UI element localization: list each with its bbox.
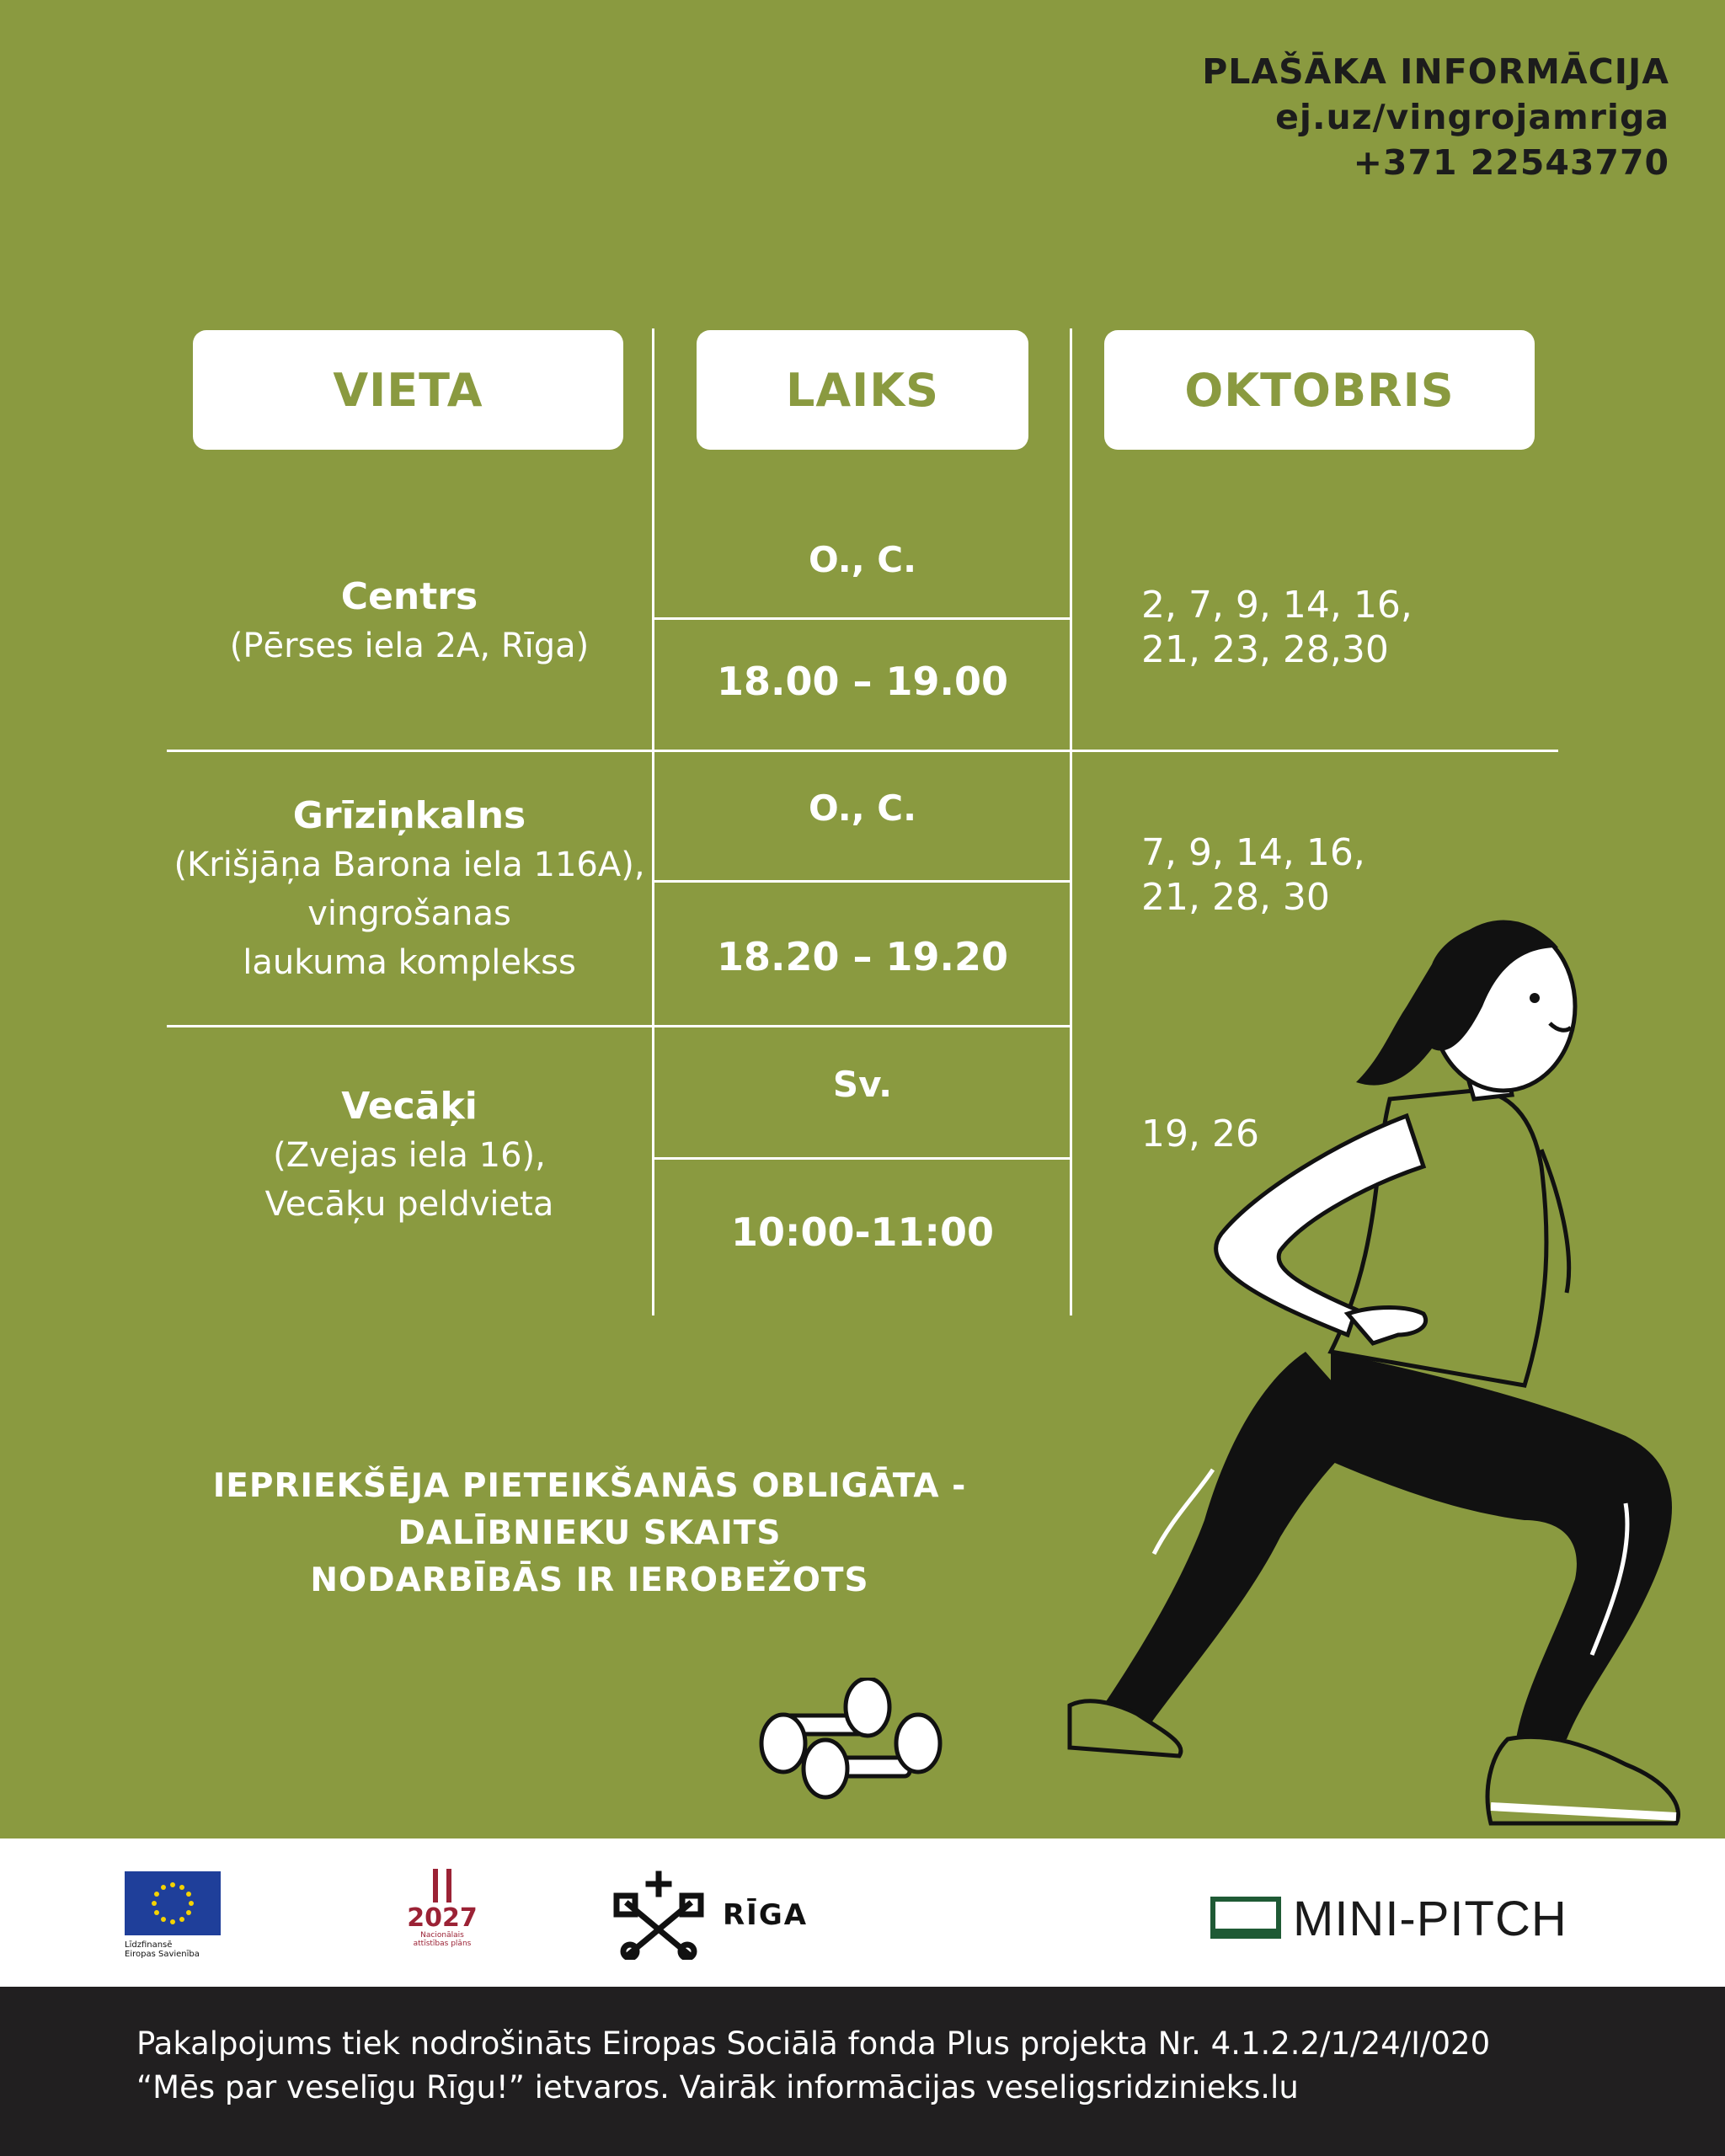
footer-line1: Pakalpojums tiek nodrošināts Eiropas Sociālā fonda Plus projekta Nr. 4.1.2.2/1/24/I/020 — [136, 2025, 1491, 2062]
dates-line: 19, 26 — [1141, 1113, 1259, 1155]
dates-line: 2, 7, 9, 14, 16, — [1141, 584, 1413, 627]
header-time: LAIKS — [697, 330, 1028, 450]
riga-logo — [613, 1870, 808, 1960]
dates-line: 21, 28, 30 — [1141, 876, 1330, 919]
logos-strip — [0, 1838, 1725, 1987]
time-cell: 18.00 – 19.00 — [716, 659, 1009, 704]
registration-notice — [168, 1463, 1011, 1604]
location-address: Vecāķu peldvieta — [264, 1185, 554, 1224]
time-cell: 18.20 – 19.20 — [716, 934, 1009, 979]
time-cell: 10:00-11:00 — [731, 1209, 994, 1255]
info-url[interactable]: ej.uz/vingrojamriga — [1275, 97, 1669, 137]
dumbbells-icon — [750, 1678, 952, 1804]
nap-logo — [404, 1869, 480, 1948]
nap-year: 2027 — [407, 1903, 478, 1933]
table-row — [167, 1082, 652, 1229]
location-address: (Zvejas iela 16), — [273, 1136, 546, 1175]
dates-cell — [1141, 830, 1365, 920]
days-cell: O., C. — [808, 539, 917, 580]
notice-line: DALĪBNIEKU SKAITS — [398, 1514, 782, 1552]
location-address: laukuma komplekss — [243, 943, 576, 982]
cell-divider-1 — [654, 617, 1071, 620]
dates-line: 21, 23, 28,30 — [1141, 628, 1389, 671]
location-name: Vecāķi — [341, 1085, 478, 1128]
location-address: (Pērses iela 2A, Rīga) — [229, 627, 590, 665]
nap-line2: attīstības plāns — [413, 1940, 472, 1948]
days-cell: Sv. — [832, 1064, 893, 1105]
woman-exercise-illustration — [1053, 914, 1701, 1840]
eu-line1: Līdzfinansē — [125, 1940, 173, 1950]
footer-text — [136, 2022, 1490, 2110]
notice-line: IEPRIEKŠĒJA PIETEIKŠANĀS OBLIGĀTA - — [212, 1467, 967, 1505]
cell-divider-3 — [654, 1157, 1071, 1160]
location-address: vingrošanas — [307, 894, 511, 933]
dates-line: 7, 9, 14, 16, — [1141, 831, 1365, 874]
info-phone[interactable]: +371 22543770 — [1353, 142, 1669, 183]
info-heading: PLAŠĀKA INFORMĀCIJA — [1202, 51, 1669, 92]
riga-keys-icon — [613, 1870, 704, 1960]
notice-line: NODARBĪBĀS IR IEROBEŽOTS — [310, 1561, 869, 1599]
cell-divider-2 — [654, 880, 1071, 883]
minipitch-logo — [1210, 1891, 1567, 1947]
info-block — [1202, 49, 1669, 185]
dates-cell — [1141, 583, 1413, 672]
eu-logo — [125, 1871, 221, 1959]
location-address: (Krišjāņa Barona iela 116A), — [174, 846, 645, 884]
minipitch-label: MINI-PITCH — [1293, 1892, 1567, 1946]
location-name: Centrs — [340, 575, 478, 618]
table-row — [167, 792, 652, 987]
footer — [0, 1987, 1725, 2156]
header-month: OKTOBRIS — [1104, 330, 1535, 450]
footer-line2: “Mēs par veselīgu Rīgu!” ietvaros. Vairāk informācijas veseligsridzinieks.lu — [136, 2069, 1299, 2105]
row-divider-2 — [167, 1025, 1071, 1027]
table-row — [167, 573, 652, 670]
days-cell: O., C. — [808, 787, 917, 829]
eu-flag-icon — [125, 1871, 221, 1935]
eu-line2: Eiropas Savienība — [125, 1950, 200, 1959]
location-name: Grīziņkalns — [292, 794, 526, 837]
nap-2027-icon — [430, 1869, 455, 1903]
nap-line1: Nacionālais — [420, 1931, 464, 1940]
row-divider-1 — [167, 750, 1558, 752]
minipitch-frame-icon — [1210, 1897, 1281, 1942]
riga-label: RĪGA — [723, 1898, 809, 1932]
header-place: VIETA — [193, 330, 623, 450]
